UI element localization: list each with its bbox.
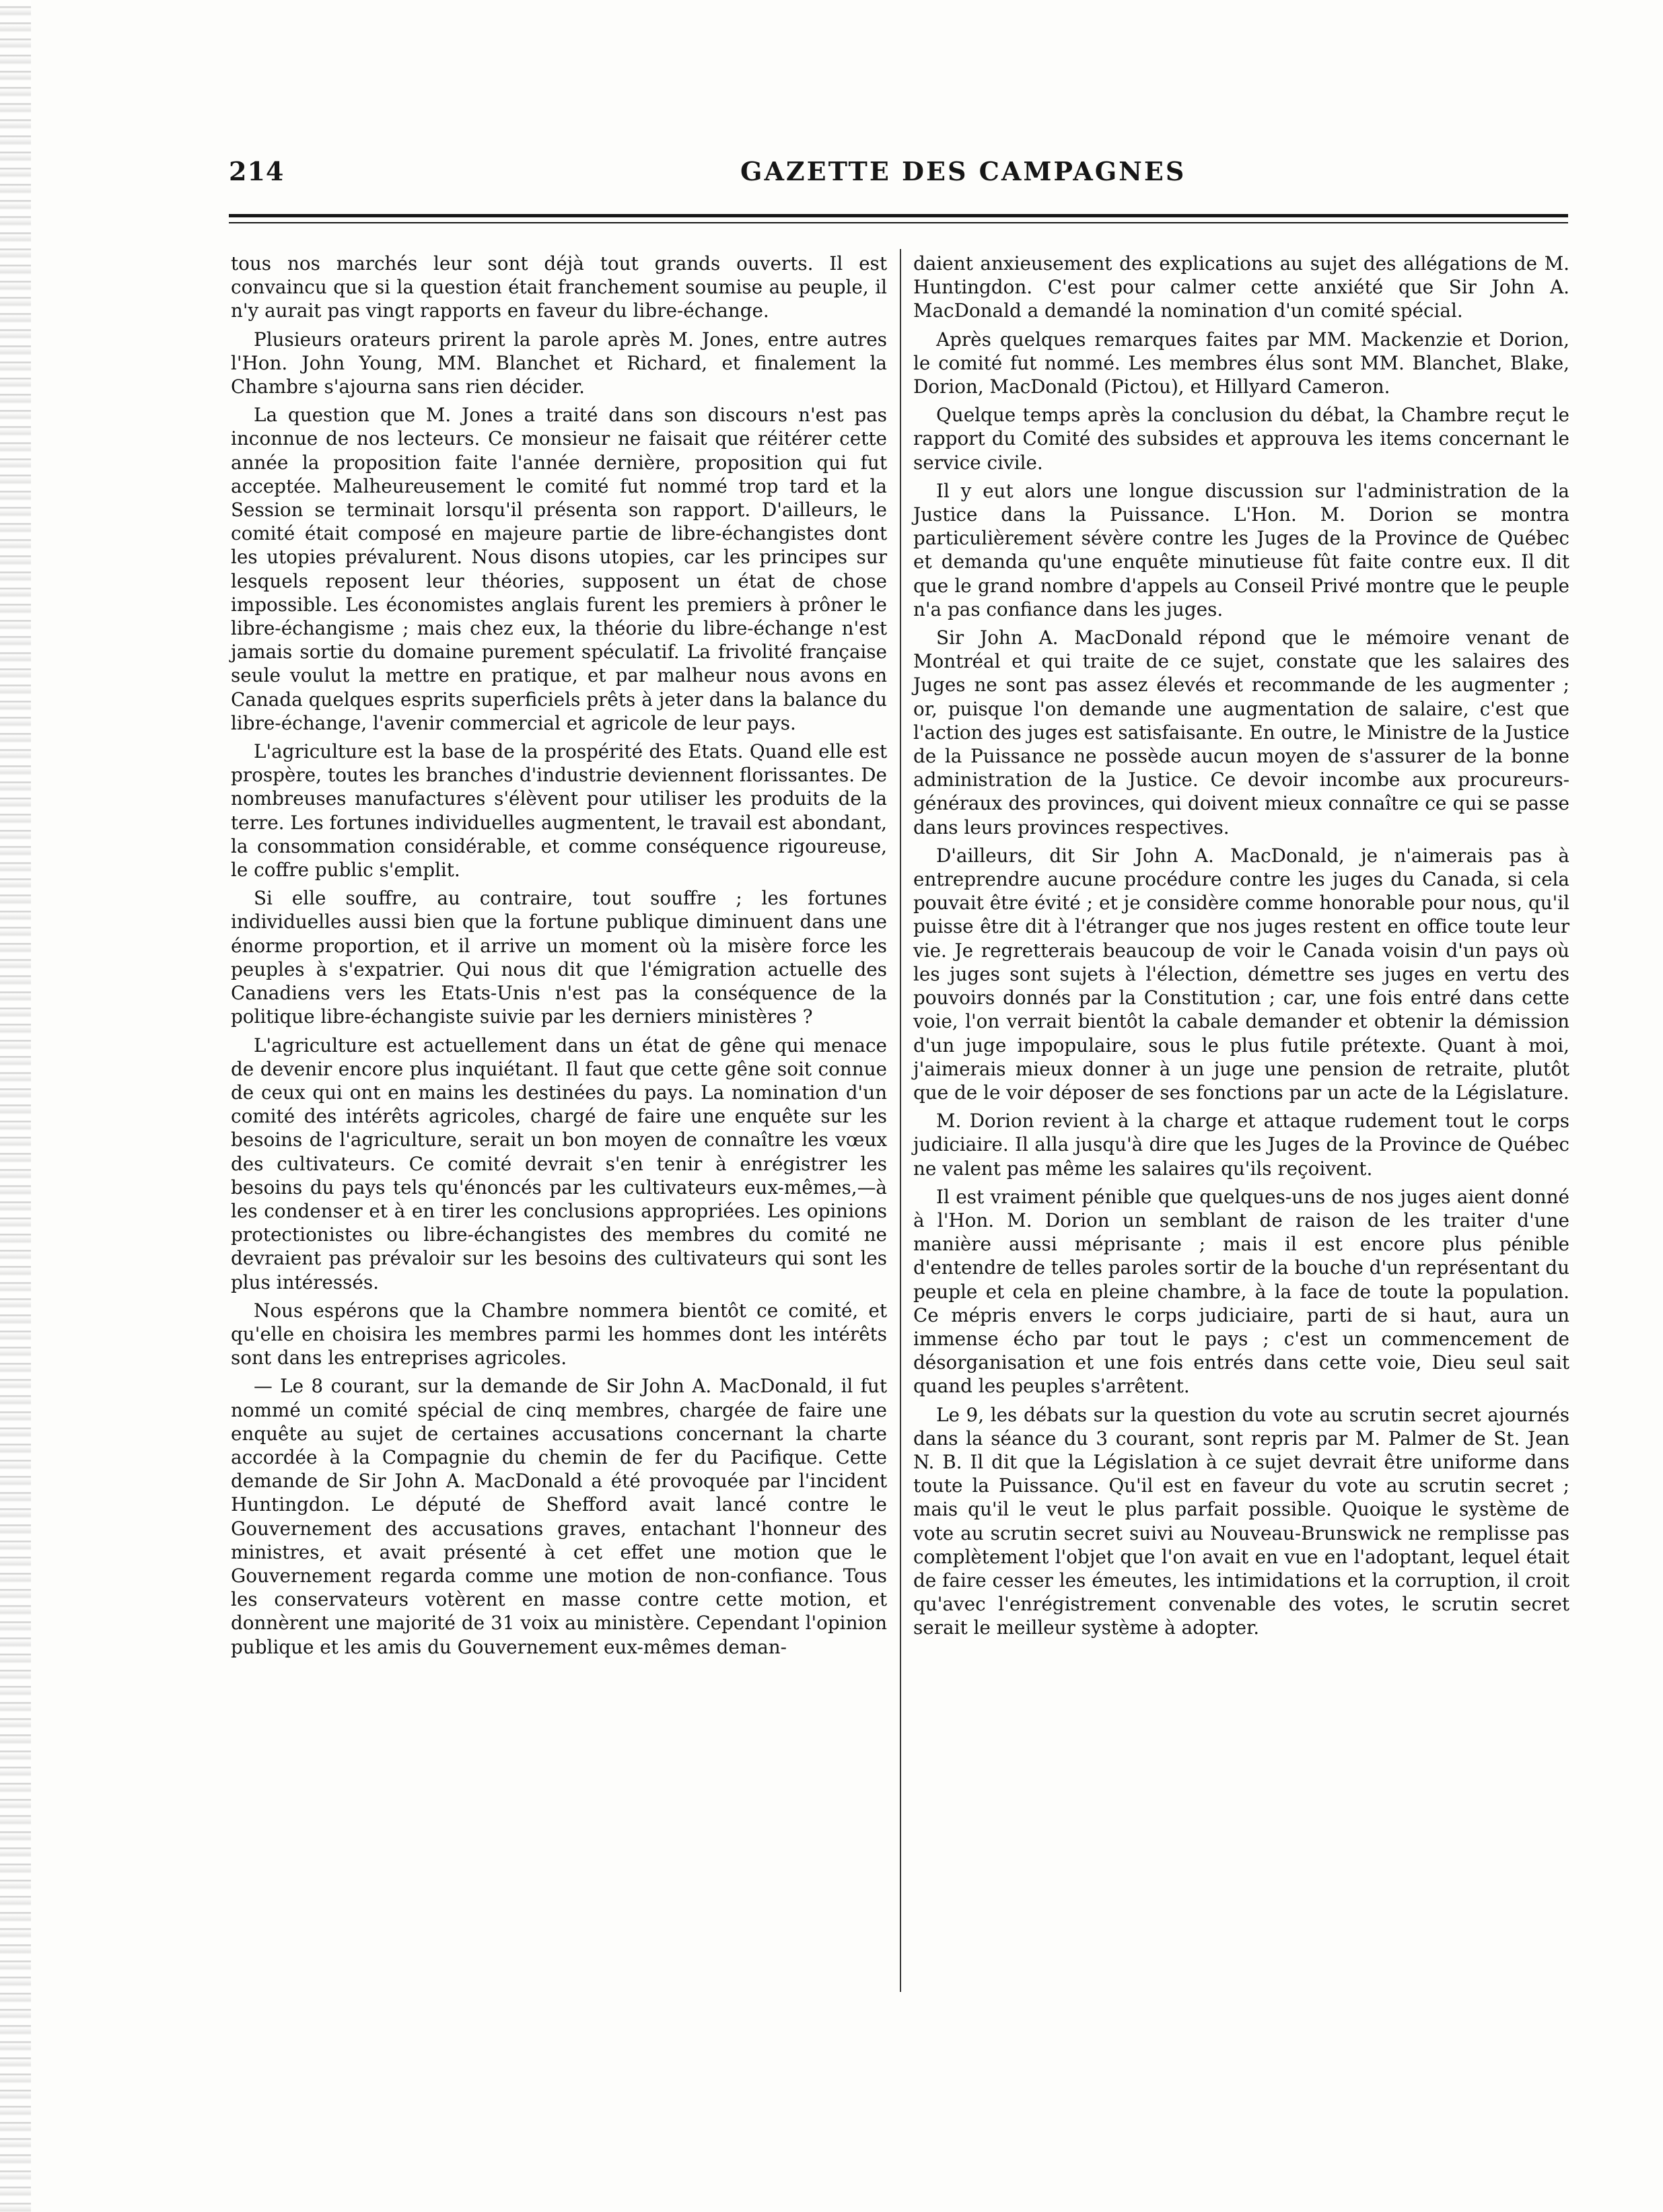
paragraph: Quelque temps après la conclusion du débat, la Chambre reçut le rapport du Comité des subsides et approuva les items concernant le service civile. [913,404,1569,474]
paragraph: Il est vraiment pénible que quelques-uns de nos juges aient donné à l'Hon. M. Dorion un semblant de raison de les traiter d'une manière aussi méprisante ; mais il est encore plus pénible d'entendre de telles paroles sortir de la bouche d'un représentant du peuple et cela en pleine chambre, à la face de toute la population. Ce mépris envers le corps judiciaire, parti de si haut, aura un immense écho par tout le pays ; c'est un commencement de désorganisation et une fois entrés dans cette voie, Dieu seul sait quand les peuples s'arrêtent. [913,1185,1569,1398]
right-column [913,252,1569,1645]
paragraph: Plusieurs orateurs prirent la parole après M. Jones, entre autres l'Hon. John Young, MM. Blanchet et Richard, et finalement la Chambre s'ajourna sans rien décider. [231,328,887,398]
header-rule-thin [229,222,1568,223]
paragraph: L'agriculture est la base de la prospérité des Etats. Quand elle est prospère, toutes les branches d'industrie deviennent florissantes. De nombreuses manufactures s'élèvent pour utiliser les produits de la terre. Les fortunes individuelles augmentent, le travail est abondant, la consommation considérable, et comme conséquence rigoureuse, le coffre public s'emplit. [231,740,887,882]
paragraph: tous nos marchés leur sont déjà tout grands ouverts. Il est convaincu que si la question était franchement soumise au peuple, il n'y aurait pas vingt rapports en faveur du libre-échange. [231,252,887,322]
paragraph: — Le 8 courant, sur la demande de Sir John A. MacDonald, il fut nommé un comité spécial de cinq membres, chargée de faire une enquête au sujet de certaines accusations concernant la charte accordée à la Compagnie du chemin de fer du Pacifique. Cette demande de Sir John A. MacDonald a été provoquée par l'incident Huntingdon. Le député de Shefford avait lancé contre le Gouvernement des accusations graves, entachant l'honneur des ministres, et avait présenté à cet effet une motion que le Gouvernement regarda comme une motion de non-confiance. Tous les conservateurs votèrent en masse contre cette motion, et donnèrent une majorité de 31 voix au ministère. Cependant l'opinion publique et les amis du Gouvernement eux-mêmes deman- [231,1375,887,1658]
publication-title: GAZETTE DES CAMPAGNES [740,156,1187,186]
paragraph: Il y eut alors une longue discussion sur l'administration de la Justice dans la Puissance. L'Hon. M. Dorion se montra particulièrement sévère contre les Juges de la Province de Québec et demanda qu'une enquête minutieuse fût faite contre eux. Il dit que le grand nombre d'appels au Conseil Privé montre que le peuple n'a pas confiance dans les juges. [913,479,1569,620]
paragraph: L'agriculture est actuellement dans un état de gêne qui menace de devenir encore plus inquiétant. Il faut que cette gêne soit connue de ceux qui ont en mains les destinées du pays. La nomination d'un comité des intérêts agricoles, chargé de faire une enquête sur les besoins de l'agriculture, serait un bon moyen de connaître les vœux des cultivateurs. Ce comité devrait s'en tenir à enrégistrer les besoins du pays tels qu'énoncés par les cultivateurs eux-mêmes,—à les condenser et à en tirer les conclusions appropriées. Les opinions protectionistes ou libre-échangistes des membres du comité ne devraient pas prévaloir sur les besoins des cultivateurs qui sont les plus intéressés. [231,1034,887,1293]
paragraph: daient anxieusement des explications au sujet des allégations de M. Huntingdon. C'est pour calmer cette anxiété que Sir John A. MacDonald a demandé la nomination d'un comité spécial. [913,252,1569,322]
page-header [229,156,1561,203]
paragraph: Si elle souffre, au contraire, tout souffre ; les fortunes individuelles aussi bien que la fortune publique diminuent dans une énorme proportion, et il arrive un moment où la misère force les peuples à s'expatrier. Qui nous dit que l'émigration actuelle des Canadiens vers les Etats-Unis n'est pas la conséquence de la politique libre-échangiste suivie par les derniers ministères ? [231,887,887,1028]
paragraph: Nous espérons que la Chambre nommera bientôt ce comité, et qu'elle en choisira les membres parmi les hommes dont les intérêts sont dans les entreprises agricoles. [231,1299,887,1369]
header-rule-thick [229,214,1568,217]
paragraph: Le 9, les débats sur la question du vote au scrutin secret ajournés dans la séance du 3 courant, sont repris par M. Palmer de St. Jean N. B. Il dit que la Législation à ce sujet devrait être uniforme dans toute la Puissance. Qu'il est en faveur du vote au scrutin secret ; mais qu'il le veut le plus parfait possible. Quoique le système de vote au scrutin secret suivi au Nouveau-Brunswick ne remplisse pas complètement l'objet que l'on avait en vue en l'adoptant, lequel était de faire cesser les émeutes, les intimidations et la corruption, il croit qu'avec l'enrégistrement convenable des votes, le scrutin secret serait le meilleur système à adopter. [913,1403,1569,1639]
scan-binding-edge [0,0,31,2212]
paragraph: Après quelques remarques faites par MM. Mackenzie et Dorion, le comité fut nommé. Les membres élus sont MM. Blanchet, Blake, Dorion, MacDonald (Pictou), et Hillyard Cameron. [913,328,1569,398]
paragraph: Sir John A. MacDonald répond que le mémoire venant de Montréal et qui traite de ce sujet, constate que les salaires des Juges ne sont pas assez élevés et recommande de les augmenter ; or, puisque l'on demande une augmentation de salaire, c'est que l'action des juges est satisfaisante. En outre, le Ministre de la Justice de la Puissance ne possède aucun moyen de s'assurer de la bonne administration de la Justice. Ce devoir incombe aux procureurs-généraux des provinces, qui doivent mieux connaître ce qui se passe dans leurs provinces respectives. [913,627,1569,839]
column-divider [900,249,901,1992]
paragraph: D'ailleurs, dit Sir John A. MacDonald, je n'aimerais pas à entreprendre aucune procédure contre les juges du Canada, si cela pouvait être évité ; et je considère comme honorable pour nous, qu'il puisse être dit à l'étranger que nos juges restent en office toute leur vie. Je regretterais beaucoup de voir le Canada voisin d'un pays où les juges sont sujets à l'élection, démettre ses juges en vertu des pouvoirs donnés par la Constitution ; car, une fois entré dans cette voie, l'on verrait bientôt la cabale demander et obtenir la démission d'un juge impopulaire, sous le plus futile prétexte. Quant à moi, j'aimerais mieux donner à un juge une pension de retraite, plutôt que de le voir déposer de ses fonctions par un acte de la Législature. [913,844,1569,1104]
paragraph: La question que M. Jones a traité dans son discours n'est pas inconnue de nos lecteurs. Ce monsieur ne faisait que réitérer cette année la proposition faite l'année dernière, proposition qui fut acceptée. Malheureusement le comité fut nommé trop tard et la Session se terminait lorsqu'il présenta son rapport. D'ailleurs, le comité était composé en majeure partie de libre-échangistes dont les utopies prévalurent. Nous disons utopies, car les principes sur lesquels reposent leur théories, supposent un état de chose impossible. Les économistes anglais furent les premiers à prôner le libre-échangisme ; mais chez eux, la théorie du libre-échange n'est jamais sortie du domaine purement spéculatif. La frivolité française seule voulut la mettre en pratique, et par malheur nous avons en Canada quelques esprits superficiels prêts à jeter dans la balance du libre-échange, l'avenir commercial et agricole de leur pays. [231,404,887,734]
left-column [231,252,887,1664]
page-number: 214 [229,156,285,186]
paragraph: M. Dorion revient à la charge et attaque rudement tout le corps judiciaire. Il alla jusqu'à dire que les Juges de la Province de Québec ne valent pas même les salaires qu'ils reçoivent. [913,1110,1569,1180]
